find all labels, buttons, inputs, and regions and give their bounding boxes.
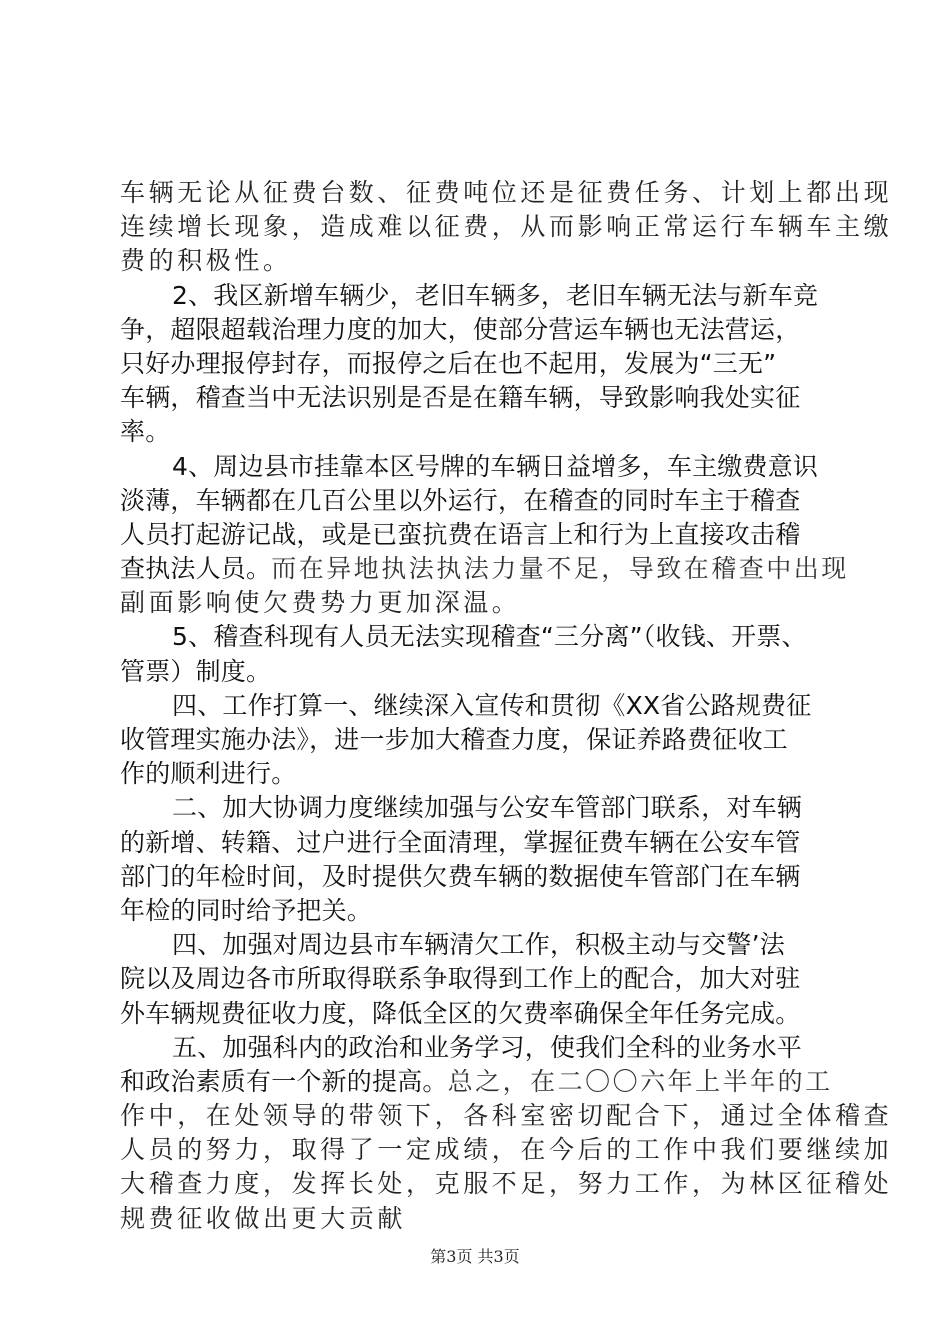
- text-line: 收管理实施办法》，进一步加大稽查力度，保证养路费征收工: [120, 725, 788, 754]
- document-body: [120, 176, 893, 1236]
- text-line: 人员打起游记战，或是已蛮抗费在语言上和行为上直接攻击稽: [120, 519, 801, 549]
- text-line-mixed: [120, 552, 849, 586]
- paragraph-coordination-line: 二、加大协调力度继续加强与公安车管部门联系，对车辆: [172, 793, 803, 823]
- paragraph-item-5-line: 5、稽查科现有人员无法实现稽查“三分离”（收钱、开票、: [172, 622, 807, 652]
- text-line: 车辆，稽查当中无法识别是否是在籍车辆，导致影响我处实征: [120, 383, 801, 413]
- paragraph-study-line: 五、加强科内的政治和业务学习，使我们全科的业务水平: [172, 1032, 803, 1062]
- text-line: 外车辆规费征收力度，降低全区的欠费率确保全年任务完成。: [120, 998, 801, 1028]
- paragraph-item-4-line: 4、周边县市挂靠本区号牌的车辆日益增多，车主缴费意识: [172, 451, 819, 481]
- text-line: 部门的年检时间，及时提供欠费车辆的数据使车管部门在车辆: [120, 861, 801, 891]
- text-line: 年检的同时给予把关。: [120, 895, 373, 925]
- page-number-footer: 第3页 共3页: [430, 1247, 520, 1266]
- text-line: 的新增、转籍、过户进行全面清理，掌握征费车辆在公安车管: [120, 827, 801, 857]
- text-line: 争，超限超载治理力度的加大，使部分营运车辆也无法营运，: [120, 314, 801, 344]
- text-line: 人员的努力，取得了一定成绩，在今后的工作中我们要继续加: [120, 1135, 893, 1165]
- text-segment-light: 而在异地执法执法力量不足，导致在稽查中出现: [271, 554, 849, 584]
- text-line: 副面影响使欠费势力更加深温。: [120, 588, 521, 618]
- paragraph-item-2-line: 2、我区新增车辆少，老旧车辆多，老旧车辆无法与新车竞: [172, 280, 819, 310]
- text-line-mixed: [120, 1065, 842, 1099]
- text-line: 规费征收做出更大贡献: [120, 1203, 407, 1233]
- text-line: 率。: [120, 417, 171, 447]
- text-line: 费的积极性。: [120, 246, 292, 276]
- paragraph-plan-line: 四、工作打算一、继续深入宣传和贯彻《XX省公路规费征: [172, 690, 812, 720]
- text-line: 大稽查力度，发挥长处，克服不足，努力工作，为林区征稽处: [120, 1169, 893, 1199]
- text-line: 车辆无论从征费台数、征费吨位还是征费任务、计划上都出现: [120, 178, 893, 207]
- text-line: 作中，在处领导的带领下，各科室密切配合下，通过全体稽查: [120, 1101, 893, 1131]
- text-line: 只好办理报停封存，而报停之后在也不起用，发展为“三无”: [120, 348, 777, 378]
- text-segment: 和政治素质有一个新的提高。: [120, 1066, 448, 1096]
- text-line: 院以及周边各市所取得联系争取得到工作上的配合，加大对驻: [120, 964, 801, 994]
- paragraph-arrears-line: 四、加强对周边县市车辆清欠工作，积极主动与交警’法: [172, 930, 785, 960]
- text-segment-light: 总之，在二〇〇六年上半年的工: [447, 1066, 833, 1096]
- text-line: 淡薄，车辆都在几百公里以外运行，在稽查的同时车主于稽查: [120, 485, 801, 515]
- text-segment: 查执法人员。: [120, 554, 272, 584]
- text-line: 作的顺利进行。: [120, 759, 297, 789]
- text-line: 管票）制度。: [120, 656, 272, 686]
- text-line: 连续增长现象，造成难以征费，从而影响正常运行车辆车主缴: [120, 212, 893, 242]
